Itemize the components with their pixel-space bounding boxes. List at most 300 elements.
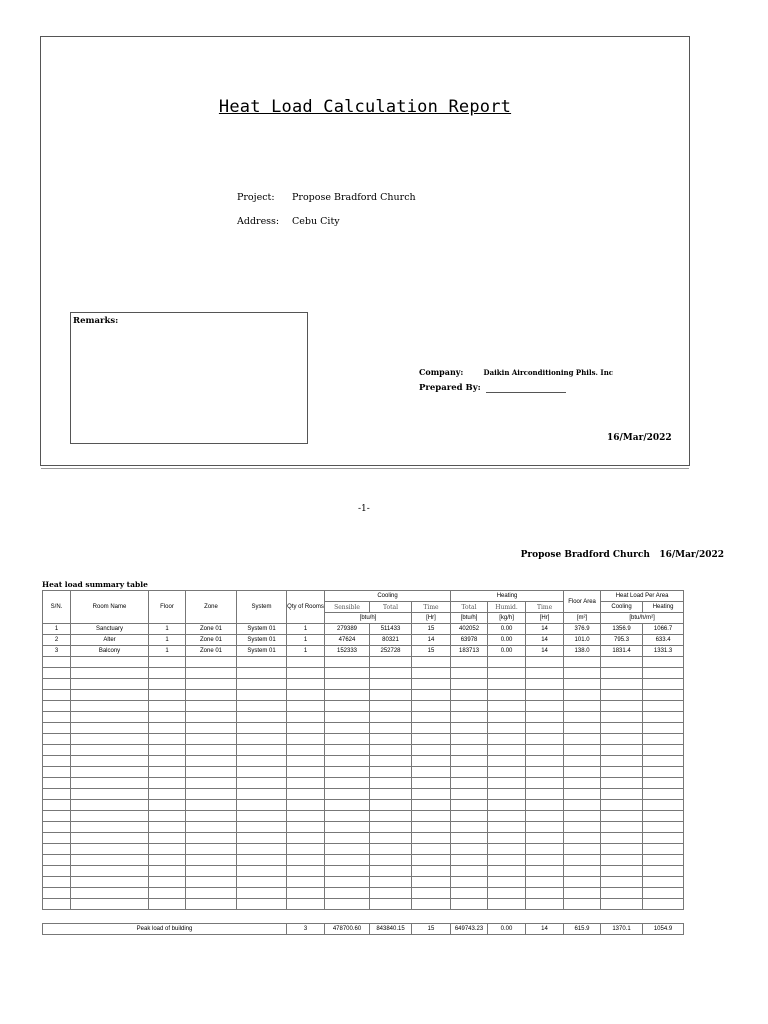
empty-cell	[370, 778, 412, 789]
empty-cell	[325, 701, 370, 712]
empty-cell	[526, 745, 564, 756]
address-value: Cebu City	[292, 216, 340, 227]
empty-cell	[186, 723, 237, 734]
empty-cell	[149, 866, 186, 877]
empty-cell	[412, 789, 451, 800]
cell-sensible: 47624	[325, 635, 370, 646]
empty-cell	[488, 668, 526, 679]
empty-cell	[564, 800, 601, 811]
cell-sensible: 279389	[325, 624, 370, 635]
empty-cell	[370, 877, 412, 888]
empty-cell	[43, 712, 71, 723]
empty-cell	[370, 712, 412, 723]
empty-cell	[412, 778, 451, 789]
empty-cell	[287, 800, 325, 811]
empty-cell	[526, 833, 564, 844]
empty-cell	[370, 701, 412, 712]
header-floor-area: Floor Area	[564, 591, 601, 613]
empty-cell	[564, 855, 601, 866]
empty-cell	[237, 822, 287, 833]
empty-cell	[488, 800, 526, 811]
empty-cell	[325, 811, 370, 822]
empty-cell	[526, 679, 564, 690]
empty-cell	[412, 756, 451, 767]
company-value: Daikin Airconditioning Phils. Inc	[483, 368, 614, 377]
empty-cell	[412, 657, 451, 668]
empty-cell	[526, 712, 564, 723]
empty-cell	[643, 822, 684, 833]
empty-cell	[412, 701, 451, 712]
empty-cell	[370, 844, 412, 855]
empty-cell	[601, 756, 643, 767]
empty-cell	[643, 690, 684, 701]
empty-cell	[71, 723, 149, 734]
empty-cell	[488, 767, 526, 778]
peak-heat-time: 14	[526, 924, 564, 935]
empty-cell	[643, 712, 684, 723]
project-value: Propose Bradford Church	[292, 192, 416, 203]
prepared-signature-line	[486, 384, 566, 393]
empty-cell	[526, 844, 564, 855]
header-heating: Heating	[451, 591, 564, 602]
empty-cell	[643, 800, 684, 811]
cell-total: 80321	[370, 635, 412, 646]
cell-qty: 1	[287, 646, 325, 657]
empty-cell	[71, 789, 149, 800]
empty-cell	[564, 723, 601, 734]
empty-cell	[287, 822, 325, 833]
empty-cell	[43, 668, 71, 679]
prepared-label: Prepared By:	[419, 383, 481, 393]
empty-cell	[149, 701, 186, 712]
empty-cell	[643, 723, 684, 734]
empty-cell	[186, 833, 237, 844]
empty-cell	[601, 800, 643, 811]
empty-cell	[186, 767, 237, 778]
empty-cell	[325, 679, 370, 690]
empty-cell	[287, 745, 325, 756]
empty-cell	[43, 866, 71, 877]
empty-cell	[526, 756, 564, 767]
empty-cell	[71, 745, 149, 756]
empty-cell	[451, 701, 488, 712]
cell-zone: Zone 01	[186, 646, 237, 657]
empty-cell	[43, 778, 71, 789]
empty-cell	[237, 789, 287, 800]
empty-table-row	[43, 778, 684, 789]
empty-cell	[43, 855, 71, 866]
cell-zone: Zone 01	[186, 635, 237, 646]
empty-table-row	[43, 668, 684, 679]
empty-cell	[564, 767, 601, 778]
header-room-name: Room Name	[71, 591, 149, 624]
cell-total: 511433	[370, 624, 412, 635]
empty-cell	[488, 844, 526, 855]
empty-cell	[488, 657, 526, 668]
empty-cell	[643, 899, 684, 910]
empty-cell	[601, 712, 643, 723]
empty-cell	[186, 679, 237, 690]
cell-sn: 3	[43, 646, 71, 657]
cell-sn: 2	[43, 635, 71, 646]
empty-cell	[287, 811, 325, 822]
empty-table-row	[43, 701, 684, 712]
empty-cell	[451, 855, 488, 866]
empty-cell	[43, 844, 71, 855]
empty-cell	[488, 712, 526, 723]
empty-cell	[370, 800, 412, 811]
empty-cell	[71, 899, 149, 910]
empty-cell	[412, 811, 451, 822]
empty-cell	[526, 888, 564, 899]
empty-cell	[149, 822, 186, 833]
table-caption: Heat load summary table	[42, 580, 148, 589]
empty-cell	[186, 855, 237, 866]
peak-label: Peak load of building	[43, 924, 287, 935]
empty-cell	[237, 668, 287, 679]
empty-cell	[412, 822, 451, 833]
empty-cell	[601, 679, 643, 690]
empty-cell	[287, 888, 325, 899]
empty-cell	[325, 767, 370, 778]
empty-cell	[526, 723, 564, 734]
empty-table-row	[43, 767, 684, 778]
cell-room: Sanctuary	[71, 624, 149, 635]
empty-table-row	[43, 745, 684, 756]
empty-cell	[564, 822, 601, 833]
empty-cell	[451, 778, 488, 789]
empty-cell	[564, 657, 601, 668]
empty-cell	[488, 888, 526, 899]
empty-cell	[149, 888, 186, 899]
empty-cell	[488, 811, 526, 822]
empty-cell	[287, 668, 325, 679]
empty-cell	[237, 855, 287, 866]
empty-cell	[526, 899, 564, 910]
empty-cell	[643, 767, 684, 778]
empty-cell	[451, 866, 488, 877]
header-sn: S/N.	[43, 591, 71, 624]
empty-cell	[149, 723, 186, 734]
empty-cell	[370, 855, 412, 866]
empty-cell	[186, 778, 237, 789]
address-label: Address:	[237, 216, 280, 227]
empty-cell	[71, 866, 149, 877]
header-qty-rooms: Qty of Rooms	[287, 591, 325, 624]
empty-table-row	[43, 866, 684, 877]
empty-cell	[451, 745, 488, 756]
empty-cell	[526, 789, 564, 800]
empty-cell	[451, 756, 488, 767]
empty-table-row	[43, 690, 684, 701]
empty-cell	[43, 723, 71, 734]
empty-cell	[287, 690, 325, 701]
unit-per-area: [btu/h/m²]	[601, 613, 684, 624]
cell-per-cool: 1831.4	[601, 646, 643, 657]
empty-cell	[526, 811, 564, 822]
empty-cell	[451, 888, 488, 899]
empty-cell	[451, 800, 488, 811]
cell-sn: 1	[43, 624, 71, 635]
empty-cell	[287, 778, 325, 789]
empty-cell	[488, 778, 526, 789]
empty-cell	[149, 855, 186, 866]
empty-cell	[564, 811, 601, 822]
empty-cell	[325, 855, 370, 866]
empty-cell	[526, 690, 564, 701]
prepared-row	[419, 383, 566, 393]
empty-cell	[237, 690, 287, 701]
empty-cell	[601, 690, 643, 701]
empty-cell	[526, 778, 564, 789]
empty-cell	[43, 888, 71, 899]
empty-table-row	[43, 855, 684, 866]
empty-cell	[412, 866, 451, 877]
empty-cell	[237, 701, 287, 712]
empty-cell	[370, 690, 412, 701]
empty-cell	[370, 657, 412, 668]
empty-cell	[71, 734, 149, 745]
cell-system: System 01	[237, 635, 287, 646]
empty-cell	[325, 789, 370, 800]
company-row	[419, 367, 613, 377]
empty-cell	[601, 657, 643, 668]
empty-cell	[488, 756, 526, 767]
empty-cell	[287, 789, 325, 800]
header-total: Total	[370, 602, 412, 613]
cell-time: 14	[412, 635, 451, 646]
peak-row	[43, 924, 684, 935]
peak-load-table	[42, 923, 684, 935]
empty-cell	[601, 668, 643, 679]
header-per-area: Heat Load Per Area	[601, 591, 684, 602]
empty-cell	[325, 822, 370, 833]
header-per-heating: Heating	[643, 602, 684, 613]
empty-cell	[488, 866, 526, 877]
empty-cell	[564, 734, 601, 745]
empty-cell	[370, 833, 412, 844]
empty-cell	[564, 888, 601, 899]
empty-cell	[412, 767, 451, 778]
empty-cell	[370, 789, 412, 800]
empty-cell	[71, 712, 149, 723]
project-label: Project:	[237, 192, 275, 203]
empty-cell	[412, 855, 451, 866]
empty-cell	[325, 833, 370, 844]
empty-cell	[237, 712, 287, 723]
report-cover-page	[40, 36, 690, 466]
cell-system: System 01	[237, 646, 287, 657]
empty-cell	[451, 657, 488, 668]
empty-cell	[43, 767, 71, 778]
empty-cell	[43, 811, 71, 822]
empty-cell	[526, 877, 564, 888]
empty-cell	[237, 723, 287, 734]
cell-heat-time: 14	[526, 624, 564, 635]
empty-cell	[237, 734, 287, 745]
cell-floor: 1	[149, 635, 186, 646]
empty-table-row	[43, 800, 684, 811]
empty-table-row	[43, 679, 684, 690]
empty-cell	[451, 712, 488, 723]
empty-cell	[186, 657, 237, 668]
empty-cell	[526, 822, 564, 833]
empty-cell	[412, 690, 451, 701]
empty-cell	[43, 679, 71, 690]
empty-cell	[526, 866, 564, 877]
empty-cell	[601, 888, 643, 899]
empty-cell	[325, 657, 370, 668]
empty-cell	[186, 888, 237, 899]
empty-cell	[370, 888, 412, 899]
empty-cell	[43, 833, 71, 844]
empty-cell	[370, 723, 412, 734]
empty-cell	[237, 745, 287, 756]
empty-cell	[412, 833, 451, 844]
empty-cell	[643, 888, 684, 899]
empty-cell	[564, 756, 601, 767]
empty-cell	[412, 877, 451, 888]
cell-heat-total: 402052	[451, 624, 488, 635]
empty-cell	[564, 679, 601, 690]
empty-cell	[370, 767, 412, 778]
cell-qty: 1	[287, 635, 325, 646]
cell-room: Alter	[71, 635, 149, 646]
empty-cell	[71, 822, 149, 833]
empty-cell	[43, 899, 71, 910]
empty-cell	[370, 811, 412, 822]
empty-cell	[71, 756, 149, 767]
empty-cell	[186, 811, 237, 822]
empty-cell	[71, 833, 149, 844]
empty-cell	[412, 679, 451, 690]
empty-cell	[237, 877, 287, 888]
peak-per-cool: 1370.1	[601, 924, 643, 935]
empty-cell	[643, 789, 684, 800]
peak-sensible: 478700.60	[325, 924, 370, 935]
empty-cell	[325, 866, 370, 877]
empty-cell	[601, 877, 643, 888]
empty-cell	[643, 844, 684, 855]
empty-cell	[601, 811, 643, 822]
empty-cell	[149, 811, 186, 822]
table-row	[43, 635, 684, 646]
empty-cell	[325, 723, 370, 734]
empty-cell	[412, 888, 451, 899]
peak-per-heat: 1054.9	[643, 924, 684, 935]
empty-cell	[601, 778, 643, 789]
header-zone: Zone	[186, 591, 237, 624]
empty-cell	[186, 844, 237, 855]
empty-cell	[564, 833, 601, 844]
empty-cell	[564, 866, 601, 877]
empty-cell	[488, 723, 526, 734]
empty-cell	[643, 679, 684, 690]
header-heat-total: Total	[451, 602, 488, 613]
empty-cell	[43, 734, 71, 745]
cell-heat-total: 63978	[451, 635, 488, 646]
empty-cell	[488, 855, 526, 866]
empty-cell	[325, 877, 370, 888]
empty-cell	[43, 800, 71, 811]
unit-heat-time: [Hr]	[526, 613, 564, 624]
empty-cell	[287, 833, 325, 844]
cell-area: 101.0	[564, 635, 601, 646]
empty-cell	[601, 723, 643, 734]
table-row	[43, 646, 684, 657]
empty-table-row	[43, 756, 684, 767]
empty-cell	[564, 668, 601, 679]
cell-floor: 1	[149, 646, 186, 657]
page2-header	[521, 550, 724, 560]
empty-cell	[149, 712, 186, 723]
empty-cell	[451, 767, 488, 778]
header-humid: Humid.	[488, 602, 526, 613]
empty-cell	[186, 690, 237, 701]
empty-cell	[643, 668, 684, 679]
empty-cell	[287, 756, 325, 767]
empty-cell	[370, 822, 412, 833]
cell-system: System 01	[237, 624, 287, 635]
company-label: Company:	[419, 367, 464, 377]
unit-humid: [kg/h]	[488, 613, 526, 624]
empty-cell	[451, 822, 488, 833]
empty-cell	[488, 701, 526, 712]
empty-cell	[325, 745, 370, 756]
empty-cell	[526, 657, 564, 668]
empty-cell	[186, 756, 237, 767]
empty-cell	[526, 767, 564, 778]
empty-cell	[451, 789, 488, 800]
empty-cell	[412, 723, 451, 734]
empty-cell	[370, 679, 412, 690]
empty-cell	[287, 723, 325, 734]
peak-area: 615.9	[564, 924, 601, 935]
empty-cell	[488, 734, 526, 745]
empty-cell	[564, 899, 601, 910]
cell-zone: Zone 01	[186, 624, 237, 635]
empty-cell	[43, 745, 71, 756]
peak-time: 15	[412, 924, 451, 935]
empty-cell	[643, 657, 684, 668]
empty-cell	[149, 734, 186, 745]
empty-cell	[287, 866, 325, 877]
empty-cell	[43, 789, 71, 800]
empty-cell	[71, 767, 149, 778]
empty-cell	[71, 877, 149, 888]
empty-cell	[43, 756, 71, 767]
empty-cell	[451, 690, 488, 701]
peak-qty: 3	[287, 924, 325, 935]
empty-cell	[71, 679, 149, 690]
cell-area: 376.9	[564, 624, 601, 635]
empty-cell	[643, 701, 684, 712]
remarks-box	[70, 312, 308, 444]
empty-table-row	[43, 822, 684, 833]
empty-cell	[601, 822, 643, 833]
empty-cell	[186, 701, 237, 712]
empty-cell	[149, 668, 186, 679]
empty-cell	[287, 734, 325, 745]
empty-cell	[43, 657, 71, 668]
empty-cell	[287, 712, 325, 723]
empty-cell	[237, 778, 287, 789]
empty-cell	[186, 668, 237, 679]
empty-cell	[601, 866, 643, 877]
empty-cell	[325, 734, 370, 745]
address-row	[237, 216, 340, 227]
empty-cell	[488, 877, 526, 888]
